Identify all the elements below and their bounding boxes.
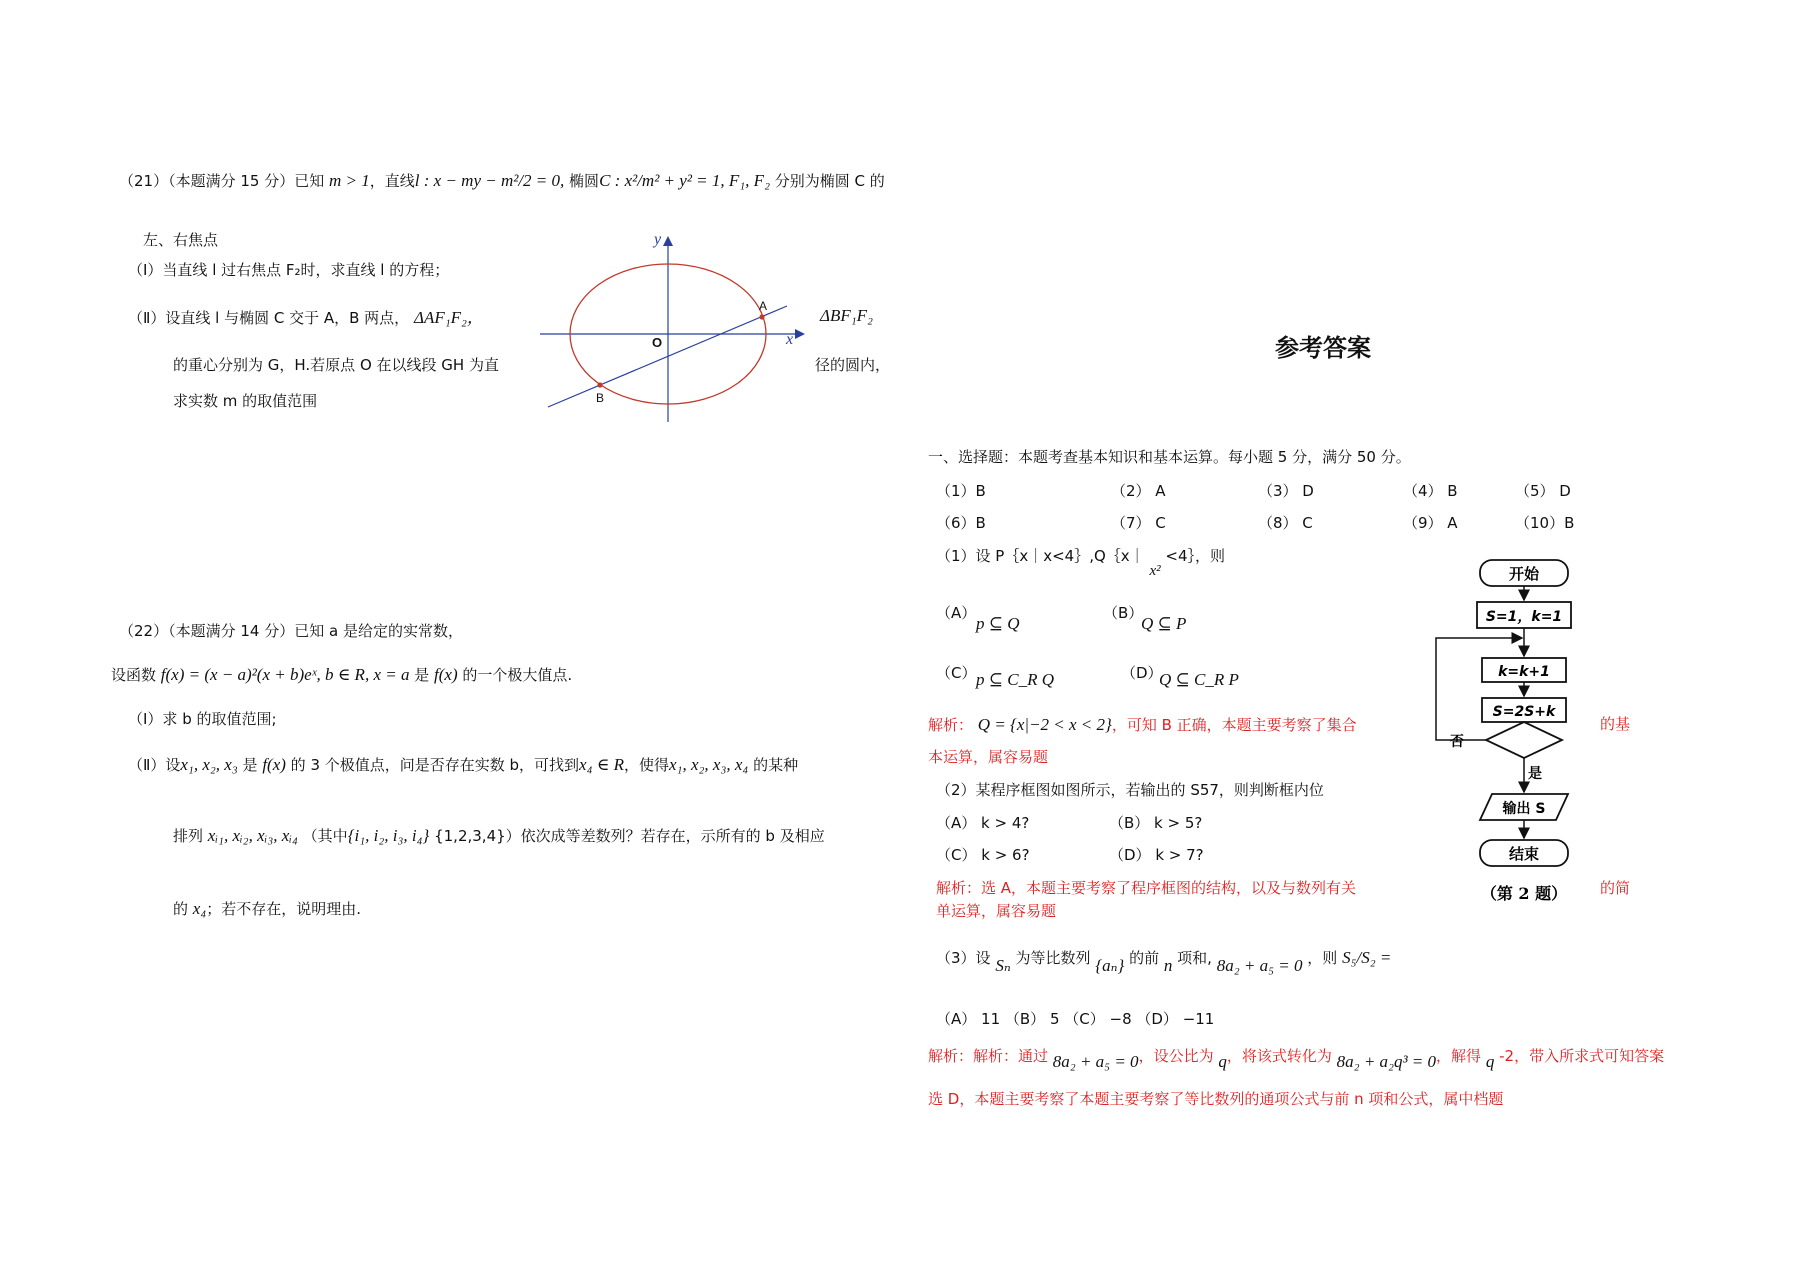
q22-perm-b: （其中	[302, 827, 348, 845]
answer-10: （10）B	[1515, 514, 1575, 532]
answer-7: （7） C	[1111, 514, 1166, 532]
q21-mid: ，直线	[369, 172, 415, 190]
point-b	[597, 382, 602, 387]
q22-part2a: （Ⅱ）设	[128, 756, 181, 774]
q2-stem: （2）某程序框图如图所示，若输出的 S57，则判断框内位	[936, 781, 1324, 799]
q3-stem-b: 为等比数列	[1015, 949, 1091, 967]
q3-n: n	[1163, 956, 1173, 975]
q22-fx2: f(x)	[262, 755, 286, 774]
q21-part2a-text: （Ⅱ）设直线 l 与椭圆 C 交于 A，B 两点，	[128, 309, 410, 327]
q22-perm-set: {i₁, i₂, i₃, i₄}	[347, 826, 430, 845]
q1-option-a-label: （A）	[936, 604, 977, 622]
x-axis-label: x	[786, 331, 794, 348]
q21-line2: 左、右焦点	[143, 231, 219, 249]
q22-line2	[111, 665, 572, 685]
q1-option-a: p ⊆ Q	[976, 614, 1020, 633]
q21-condition: m > 1	[329, 171, 370, 190]
flow-decision	[1486, 722, 1562, 758]
answer-title: 参考答案	[1275, 334, 1371, 362]
q1-option-b-label: （B）	[1103, 604, 1144, 622]
answer-1: （1）B	[936, 482, 986, 500]
q22-function: f(x) = (x − a)²(x + b)eˣ, b ∈ R, x = a	[160, 665, 410, 684]
y-axis-arrow	[663, 236, 673, 246]
q1-analysis-text: ，可知 B 正确，本题主要考察了集合	[1111, 716, 1357, 734]
q1-option-b: Q ⊆ P	[1141, 614, 1187, 633]
q22-fx: f(x)	[434, 665, 458, 684]
q21-part2a	[128, 308, 484, 328]
q2-option-c: （C） k > 6?	[936, 846, 1030, 864]
q2-analysis-line2: 单运算，属容易题	[936, 902, 1057, 920]
x-axis-arrow	[795, 329, 805, 339]
q3-stem-e: ，则	[1307, 949, 1338, 967]
q22-last-b: ；若不存在，说明理由.	[206, 900, 362, 918]
q1-analysis	[928, 715, 1357, 735]
ellipse-figure	[540, 232, 810, 427]
q22-part2b: 是	[237, 756, 263, 774]
q22-last-a: 的	[173, 900, 189, 918]
origin-label: O	[652, 335, 663, 350]
flow-output-label: 输出 S	[1502, 801, 1546, 817]
q1-stem-square: x²	[1149, 563, 1161, 579]
q22-perm-a: 排列	[173, 827, 204, 845]
q22-line2-mid: 是	[409, 666, 435, 684]
q22-part1: （Ⅰ）求 b 的取值范围;	[128, 710, 277, 728]
q21-part2b: 的重心分别为 G，H.若原点 O 在以线段 GH 为直	[173, 356, 499, 374]
answer-6: （6）B	[936, 514, 986, 532]
point-a-label: A	[759, 299, 768, 313]
q1-stem	[936, 547, 1226, 579]
flow-loop-line	[1436, 638, 1522, 740]
flow-end-label: 结束	[1508, 845, 1540, 863]
flow-step2-label: S=2S+k	[1492, 704, 1556, 720]
q22-perm-x: xᵢ₁, xᵢ₂, xᵢ₃, xᵢ₄	[207, 826, 298, 845]
q2-option-d: （D） k > 7?	[1109, 846, 1204, 864]
flow-step1-label: k=k+1	[1498, 664, 1550, 680]
q3-analysis-line2: 选 D，本题主要考察了本题主要考察了等比数列的通项公式与前 n 项和公式，属中档题	[928, 1090, 1504, 1108]
flow-start-label: 开始	[1508, 565, 1540, 583]
answer-4: （4） B	[1403, 482, 1458, 500]
q1-option-c-label: （C）	[936, 664, 977, 682]
q22-x1234: x₁, x₂, x₃, x₄	[669, 755, 749, 774]
q3-options: （A） 11 （B） 5 （C） −8 （D） −11	[936, 1010, 1215, 1028]
point-b-label: B	[596, 391, 605, 405]
q1-analysis-tail: 的基	[1600, 715, 1631, 733]
q3-analysis-d: ，解得	[1436, 1047, 1482, 1065]
answer-8: （8） C	[1258, 514, 1313, 532]
answer-5: （5） D	[1515, 482, 1571, 500]
q22-part2c: 的 3 个极值点，问是否存在实数 b，可找到	[285, 756, 580, 774]
q1-analysis-line2: 本运算，属容易题	[928, 748, 1049, 766]
q22-line2-prefix: 设函数	[111, 666, 157, 684]
q21-line-equation: l : x − my − m²/2 = 0,	[414, 171, 565, 190]
q21-part2c: 求实数 m 的取值范围	[173, 392, 318, 410]
q2-analysis-line1: 解析：选 A，本题主要考察了程序框图的结构，以及与数列有关	[936, 879, 1357, 897]
q3-analysis-a: 解析：解析：通过	[928, 1047, 1049, 1065]
q1-analysis-label: 解析：	[928, 716, 974, 734]
q1-option-d: Q ⊆ C_R P	[1159, 670, 1239, 689]
q21-ellipse-label: 椭圆	[564, 172, 600, 190]
q1-stem-text: （1）设 P｛x｜x<4｝,Q｛x｜	[936, 547, 1145, 565]
q22-last-x: x₄	[192, 899, 207, 918]
answer-9: （9） A	[1403, 514, 1458, 532]
q21-triangle1: ΔAF₁F₂，	[413, 308, 484, 327]
q3-analysis-eq2: 8a₂ + a₂q³ = 0	[1336, 1052, 1437, 1071]
flowchart	[1430, 552, 1600, 912]
flow-no-label: 否	[1450, 734, 1464, 750]
q3-analysis-e: -2，带入所求式可知答案	[1499, 1047, 1665, 1065]
q22-part2e: 的某种	[748, 756, 799, 774]
q3-stem-d: 项和,	[1177, 949, 1212, 967]
q22-x123: x₁, x₂, x₃	[180, 755, 238, 774]
q21-ellipse-equation: C : x²/m² + y² = 1, F₁, F₂	[599, 171, 770, 190]
answer-2: （2） A	[1111, 482, 1166, 500]
q21-triangle2: ΔBF₁F₂	[820, 306, 873, 325]
q1-option-c: p ⊆ C_R Q	[976, 670, 1054, 689]
q1-option-d-label: （D）	[1121, 664, 1163, 682]
q3-an: {aₙ}	[1095, 956, 1125, 975]
q21-part2b-tail: 径的圆内，	[815, 356, 891, 374]
y-axis-label: y	[654, 232, 662, 248]
point-a	[759, 314, 764, 319]
q22-x4: x₄ ∈ R	[579, 755, 624, 774]
q3-stem-c: 的前	[1129, 949, 1160, 967]
q21-prefix: （21）（本题满分 15 分）已知	[119, 172, 325, 190]
q3-ratio: S₅/S₂ =	[1342, 948, 1392, 967]
q3-analysis-b: ，设公比为	[1138, 1047, 1214, 1065]
q3-stem-a: （3）设	[936, 949, 991, 967]
q22-line2-suffix: 的一个极大值点.	[457, 666, 573, 684]
q3-analysis-eq: 8a₂ + a₅ = 0	[1052, 1052, 1139, 1071]
q22-line1: （22）（本题满分 14 分）已知 a 是给定的实常数，	[119, 622, 463, 640]
q21-line1	[119, 171, 885, 191]
q3-analysis-c: ，将该式转化为	[1226, 1047, 1332, 1065]
flow-yes-label: 是	[1528, 766, 1542, 782]
answer-3: （3） D	[1258, 482, 1314, 500]
q3-analysis-q: q	[1218, 1052, 1227, 1071]
q3-analysis-line1	[928, 1046, 1665, 1071]
q3-analysis-q2: q	[1485, 1052, 1495, 1071]
q21-part1: （Ⅰ）当直线 l 过右焦点 F₂时，求直线 l 的方程；	[128, 261, 450, 279]
q2-option-a: （A） k > 4?	[936, 814, 1030, 832]
q21-suffix: 分别为椭圆 C 的	[769, 172, 885, 190]
q3-stem	[936, 948, 1392, 975]
flow-init-label: S=1，k=1	[1485, 609, 1563, 625]
q2-option-b: （B） k > 5?	[1109, 814, 1203, 832]
q3-eq: 8a₂ + a₅ = 0	[1216, 956, 1303, 975]
q22-perm-c: {1,2,3,4}）依次成等差数列？若存在，示所有的 b 及相应	[429, 827, 825, 845]
q2-analysis-tail: 的简	[1600, 879, 1631, 897]
q1-stem-tail: <4｝，则	[1165, 547, 1226, 565]
q1-analysis-math: Q = {x|−2 < x < 2}	[977, 715, 1112, 734]
q22-part2	[128, 755, 798, 775]
section1-heading: 一、选择题：本题考查基本知识和基本运算。每小题 5 分，满分 50 分。	[928, 448, 1411, 466]
q3-sn: Sₙ	[995, 956, 1011, 975]
q22-permutation	[173, 826, 825, 846]
q22-part2d: ，使得	[623, 756, 669, 774]
q22-last	[173, 899, 361, 919]
flow-caption: （第 2 题）	[1480, 884, 1568, 903]
